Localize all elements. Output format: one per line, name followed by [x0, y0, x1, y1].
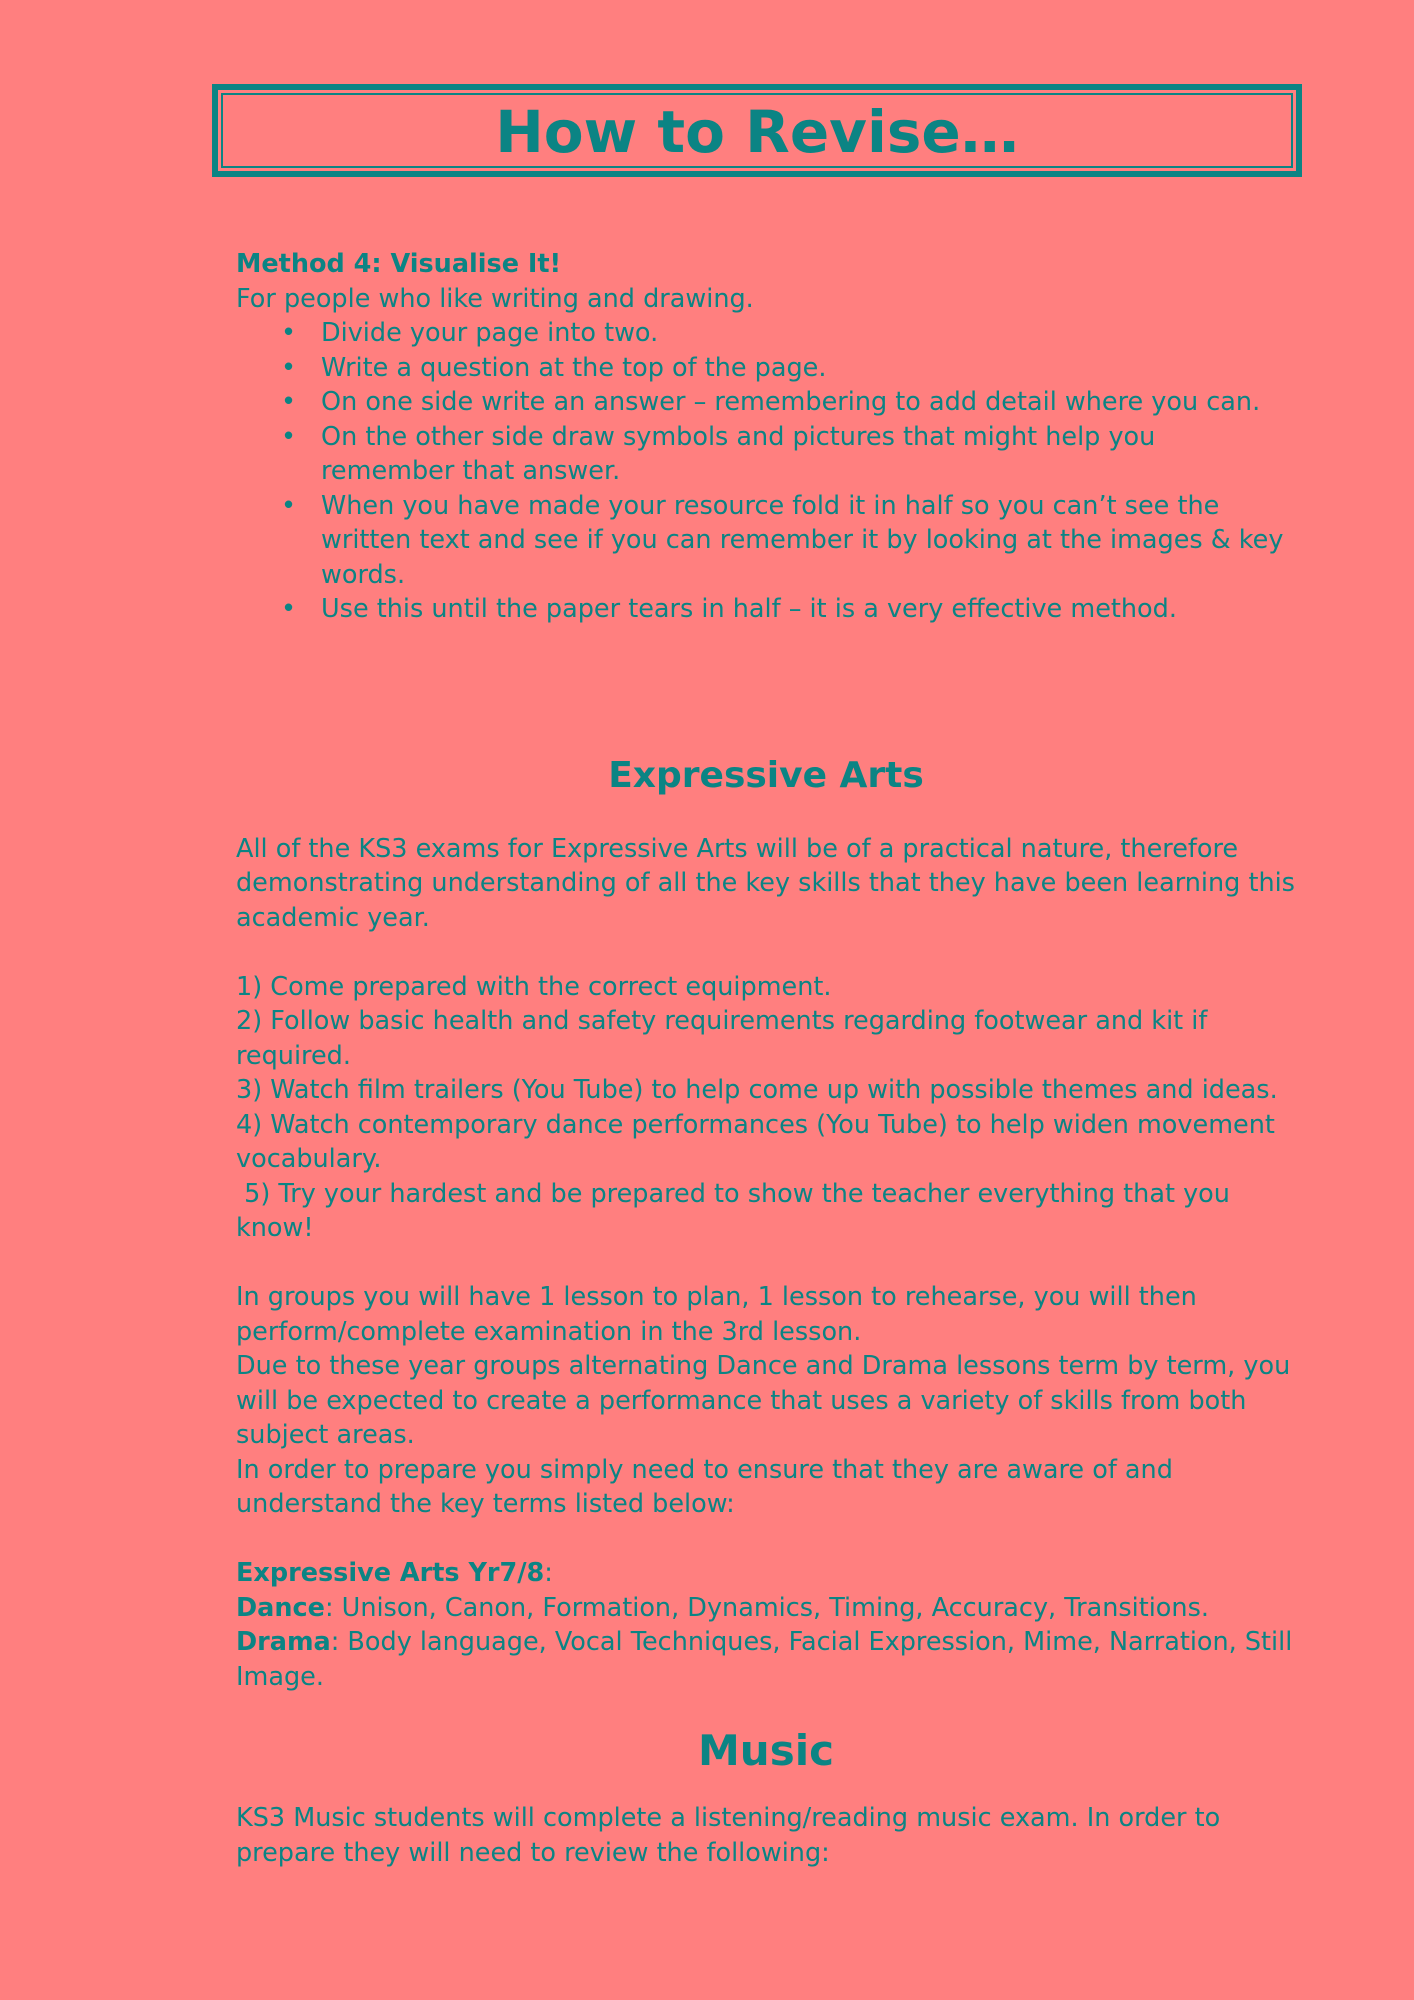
list-item: • On one side write an answer – remembering to add detail where you can.	[236, 385, 1296, 420]
spacer	[236, 1694, 1296, 1726]
document-body	[236, 247, 1296, 1870]
yr-label: Expressive Arts Yr7/8	[236, 1558, 545, 1588]
music-intro: KS3 Music students will complete a listening/reading music exam. In order to prepare they will need to review the following:	[236, 1803, 1221, 1868]
spacer	[236, 935, 1296, 970]
page-title: How to Revise…	[495, 97, 1019, 166]
dance-terms: : Unison, Canon, Formation, Dynamics, Timing, Accuracy, Transitions.	[324, 1592, 1209, 1623]
step-item: 4) Watch contemporary dance performances (You Tube) to help widen movement vocabulary.	[236, 1109, 1275, 1174]
step-item: 2) Follow basic health and safety requirements regarding footwear and kit if required.	[236, 1006, 1208, 1071]
drama-terms-line	[236, 1625, 1296, 1694]
groups-paragraph: In groups you will have 1 lesson to plan, 1 lesson to rehearse, you will then perform/complete examination in the 3rd lesson.	[236, 1282, 1197, 1347]
drama-terms: : Body language, Vocal Techniques, Facial Expression, Mime, Narration, Still Image.	[236, 1627, 1293, 1692]
step-item: 5) Try your hardest and be prepared to show the teacher everything that you know!	[236, 1178, 1239, 1243]
step-item: 1) Come prepared with the correct equipment.	[236, 971, 832, 1002]
list-item: • Use this until the paper tears in half – it is a very effective method.	[236, 592, 1296, 627]
yr-colon: :	[544, 1558, 553, 1588]
alternating-paragraph: Due to these year groups alternating Dance and Drama lessons term by term, you will be expected to create a performance that uses a variety of skills from both subject areas.	[236, 1351, 1291, 1450]
expressive-arts-intro: All of the KS3 exams for Expressive Arts will be of a practical nature, therefore demonstrating understanding of all the key skills that they have been learning this academic year.	[236, 833, 1295, 933]
prepare-paragraph: In order to prepare you simply need to ensure that they are aware of and understand the key terms listed below:	[236, 1454, 1173, 1519]
list-item: • Divide your page into two.	[236, 316, 1296, 351]
list-item: • When you have made your resource fold it in half so you can’t see the written text and see if you can remember it by looking at the images & key words.	[236, 489, 1296, 593]
spacer	[236, 1776, 1296, 1801]
spacer	[236, 1522, 1296, 1557]
music-heading: Music	[698, 1726, 834, 1775]
step-item: 3) Watch film trailers (You Tube) to help come up with possible themes and ideas.	[236, 1075, 1278, 1105]
list-item: • Write a question at the top of the page.	[236, 351, 1296, 386]
yr-key-terms-line	[236, 1556, 1296, 1591]
title-box	[212, 84, 1302, 177]
method-intro: For people who like writing and drawing.	[236, 283, 754, 314]
drama-label: Drama	[236, 1627, 331, 1657]
list-item: • On the other side draw symbols and pictures that might help you remember that answer.	[236, 420, 1296, 489]
spacer	[236, 627, 1296, 754]
dance-terms-line	[236, 1591, 1296, 1626]
expressive-arts-heading: Expressive Arts	[608, 754, 924, 796]
method-bullet-list	[236, 316, 1296, 627]
spacer	[236, 1246, 1296, 1281]
spacer	[236, 798, 1296, 832]
method-heading: Method 4: Visualise It!	[236, 249, 562, 279]
dance-label: Dance	[236, 1592, 325, 1623]
